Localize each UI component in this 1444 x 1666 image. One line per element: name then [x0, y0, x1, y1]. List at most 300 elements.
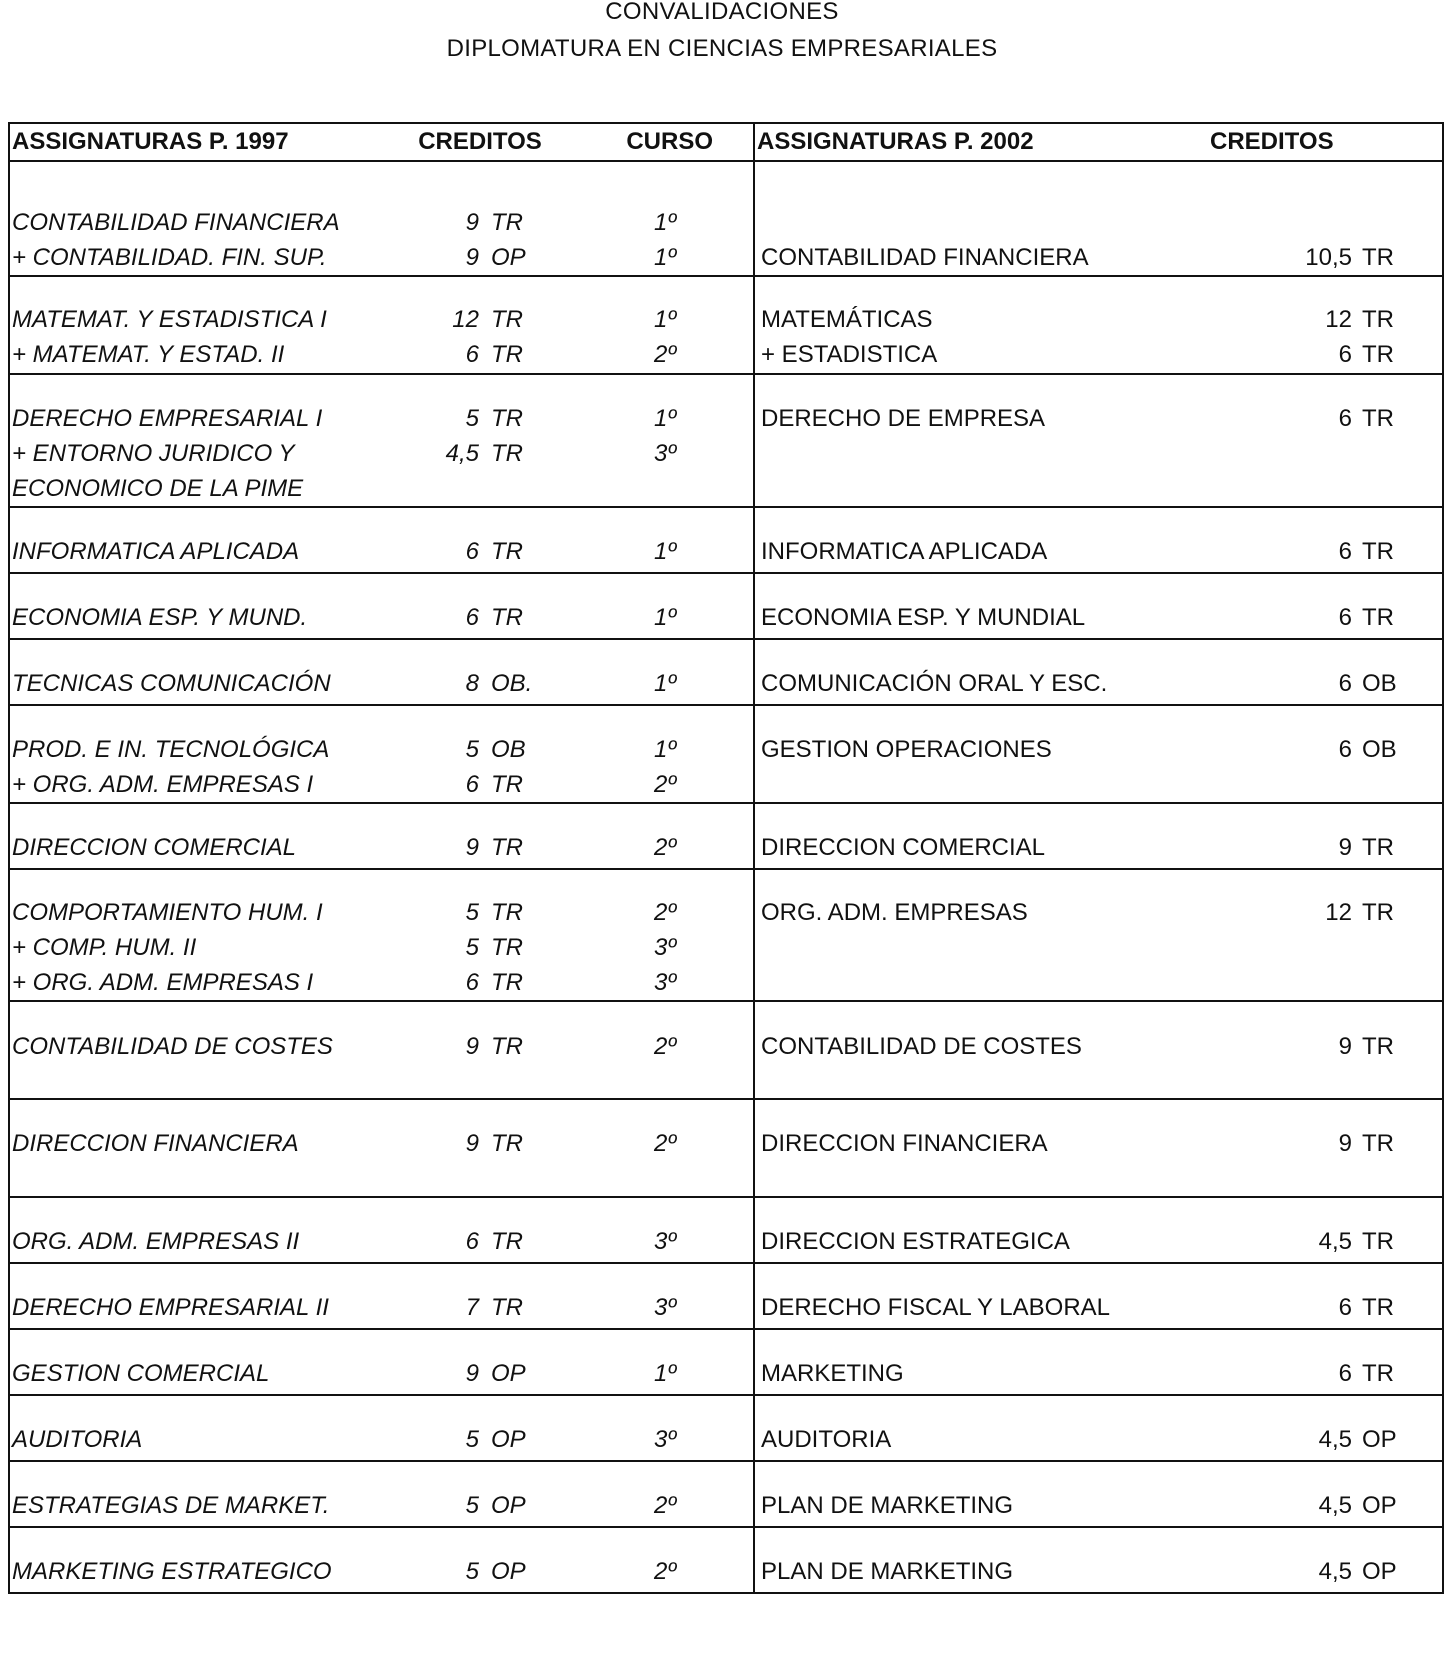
course-list — [554, 895, 753, 1000]
subject-1997-name: CONTABILIDAD DE COSTES — [12, 1033, 333, 1060]
credits-2002 — [1192, 1029, 1442, 1064]
credits-1997-value: 7 — [465, 1294, 479, 1321]
credits-1997 — [404, 666, 554, 701]
credits-2002-value: 4,5 — [1318, 1492, 1352, 1519]
credits-2002-value: 9 — [1338, 834, 1352, 861]
subject-1997-name: + ORG. ADM. EMPRESAS I — [12, 969, 314, 996]
table-row — [9, 1461, 1443, 1527]
credits-2002-value: 6 — [1338, 670, 1352, 697]
course-value: 3º — [654, 934, 677, 961]
subject-2002-cell — [754, 573, 1192, 639]
subject-1997-name: + ORG. ADM. EMPRESAS I — [12, 771, 314, 798]
credits-1997 — [404, 600, 554, 635]
credits-2002 — [1192, 1290, 1442, 1325]
course-value: 1º — [654, 538, 677, 565]
course-list — [554, 830, 753, 865]
credits-1997 — [404, 1029, 554, 1064]
subject-2002-cell — [754, 1527, 1192, 1593]
credits-2002 — [1192, 337, 1442, 372]
table-row — [9, 1527, 1443, 1593]
course-list — [554, 1029, 753, 1064]
subject-2002-cell — [754, 276, 1192, 374]
course-value: 1º — [654, 209, 677, 236]
credits-1997 — [404, 732, 554, 767]
credits-2002-type: TR — [1362, 405, 1394, 432]
credits-1997-type: TR — [491, 834, 523, 861]
subject-2002-cell — [754, 161, 1192, 276]
credits-2002-value: 6 — [1338, 405, 1352, 432]
credits-2002-cell — [1192, 507, 1443, 573]
course-cell — [554, 573, 754, 639]
credits-1997 — [404, 930, 554, 965]
course-value: 3º — [654, 1294, 677, 1321]
convalidation-table — [8, 122, 1444, 1594]
credits-2002 — [1192, 600, 1442, 635]
credits-1997-cell — [404, 374, 554, 507]
credits-1997-type: TR — [491, 934, 523, 961]
credits-1997 — [404, 240, 554, 275]
credits-1997 — [404, 1126, 554, 1161]
course-value: 2º — [654, 341, 677, 368]
credits-1997-value: 6 — [465, 1228, 479, 1255]
credits-2002 — [1192, 1224, 1442, 1259]
subject-2002-name: CONTABILIDAD DE COSTES — [761, 1033, 1082, 1060]
course-value — [654, 471, 753, 506]
credits-2002-cell — [1192, 1197, 1443, 1263]
course-value: 3º — [654, 1426, 677, 1453]
course-value: 1º — [654, 1360, 677, 1387]
credits-2002-value: 4,5 — [1318, 1426, 1352, 1453]
credits-1997-cell — [404, 1197, 554, 1263]
credits-1997-value: 6 — [465, 538, 479, 565]
course-value — [654, 170, 753, 205]
subject-2002-name: ORG. ADM. EMPRESAS — [761, 899, 1028, 926]
course-list — [554, 1290, 753, 1325]
credits-1997-value: 6 — [465, 969, 479, 996]
credits-1997-type: TR — [491, 405, 523, 432]
credits-1997-cell — [404, 161, 554, 276]
subject-1997-name: DERECHO EMPRESARIAL I — [12, 405, 323, 432]
course-cell — [554, 161, 754, 276]
credits-1997-cell — [404, 1263, 554, 1329]
credits-2002-type: TR — [1362, 341, 1394, 368]
credits-1997-type: TR — [491, 1033, 523, 1060]
subject-2002-cell — [754, 1263, 1192, 1329]
credits-1997 — [404, 337, 554, 372]
credits-1997-cell — [404, 1099, 554, 1197]
subject-1997-cell — [9, 1329, 404, 1395]
course-list — [554, 1488, 753, 1523]
credits-1997 — [404, 830, 554, 865]
credits-1997 — [404, 170, 554, 205]
credits-2002-cell — [1192, 161, 1443, 276]
subject-1997-name: DIRECCION FINANCIERA — [12, 1130, 299, 1157]
subject-1997-cell — [9, 1197, 404, 1263]
credits-2002-type: TR — [1362, 306, 1394, 333]
course-value: 1º — [654, 604, 677, 631]
credits-2002-cell — [1192, 573, 1443, 639]
subject-2002-name: AUDITORIA — [761, 1426, 892, 1453]
subject-1997-name: GESTION COMERCIAL — [12, 1360, 270, 1387]
credits-2002-cell — [1192, 803, 1443, 869]
course-cell — [554, 1329, 754, 1395]
credits-1997-cell — [404, 507, 554, 573]
credits-1997 — [404, 1422, 554, 1457]
subject-2002-name: DIRECCION COMERCIAL — [761, 834, 1046, 861]
credits-2002-type: OB — [1362, 736, 1397, 763]
credits-1997-value: 9 — [465, 1033, 479, 1060]
header-course: CURSO — [554, 123, 754, 161]
credits-2002 — [1192, 732, 1442, 767]
course-value: 2º — [654, 1130, 677, 1157]
credits-1997-value: 5 — [465, 1558, 479, 1585]
header-credits-1997: CREDITOS — [404, 123, 554, 161]
table-row — [9, 705, 1443, 803]
credits-2002-value: 4,5 — [1318, 1558, 1352, 1585]
credits-1997-value: 5 — [465, 1426, 479, 1453]
credits-1997-cell — [404, 1527, 554, 1593]
course-value: 2º — [654, 899, 677, 926]
subject-1997-name: ECONOMIA ESP. Y MUND. — [12, 604, 308, 631]
table-row — [9, 639, 1443, 705]
subject-2002-name: ECONOMIA ESP. Y MUNDIAL — [761, 604, 1086, 631]
subject-1997-name: TECNICAS COMUNICACIÓN — [12, 670, 331, 697]
course-list — [554, 600, 753, 635]
credits-2002 — [1192, 170, 1442, 205]
subject-1997-cell — [9, 1527, 404, 1593]
subject-2002-name: CONTABILIDAD FINANCIERA — [761, 244, 1089, 271]
course-list — [554, 732, 753, 802]
credits-2002-type — [1352, 170, 1432, 205]
credits-2002-cell — [1192, 1527, 1443, 1593]
credits-2002-value: 12 — [1325, 899, 1352, 926]
credits-1997-type: OB. — [491, 670, 533, 697]
subject-2002-cell — [754, 1329, 1192, 1395]
subject-1997-name: CONTABILIDAD FINANCIERA — [12, 209, 340, 236]
subject-2002-cell — [754, 1395, 1192, 1461]
credits-1997-value: 9 — [465, 244, 479, 271]
table-row — [9, 1395, 1443, 1461]
credits-2002 — [1192, 302, 1442, 337]
credits-1997 — [404, 534, 554, 569]
subject-1997-cell — [9, 276, 404, 374]
subject-2002-name: INFORMATICA APLICADA — [761, 538, 1048, 565]
subject-1997-name: ECONOMICO DE LA PIME — [12, 475, 304, 502]
credits-1997-type: TR — [491, 1294, 523, 1321]
credits-2002-value: 6 — [1338, 604, 1352, 631]
subject-2002-name: + ESTADISTICA — [761, 341, 938, 368]
credits-2002-value: 6 — [1338, 341, 1352, 368]
credits-1997-value: 4,5 — [445, 440, 479, 467]
credits-1997-value: 5 — [465, 899, 479, 926]
credits-1997-type: OP — [491, 244, 526, 271]
course-cell — [554, 374, 754, 507]
credits-1997-type: TR — [491, 440, 523, 467]
subject-2002-name: MATEMÁTICAS — [761, 306, 933, 333]
subject-1997-cell — [9, 1461, 404, 1527]
course-list — [554, 401, 753, 506]
course-list — [554, 534, 753, 569]
credits-2002-type: TR — [1362, 834, 1394, 861]
subject-2002-name: COMUNICACIÓN ORAL Y ESC. — [761, 670, 1108, 697]
credits-2002-cell — [1192, 374, 1443, 507]
subject-2002-cell — [754, 1461, 1192, 1527]
credits-2002-type: TR — [1362, 604, 1394, 631]
credits-1997-value: 9 — [465, 1360, 479, 1387]
credits-2002 — [1192, 1126, 1442, 1161]
credits-2002 — [1192, 1488, 1442, 1523]
credits-2002-type: TR — [1362, 1360, 1394, 1387]
credits-1997-value — [404, 170, 479, 205]
subject-2002-name: DERECHO DE EMPRESA — [761, 405, 1046, 432]
credits-2002 — [1192, 1422, 1442, 1457]
credits-2002-value — [1192, 170, 1352, 205]
course-cell — [554, 705, 754, 803]
subject-1997-name: + CONTABILIDAD. FIN. SUP. — [12, 244, 327, 271]
course-cell — [554, 1461, 754, 1527]
credits-1997-cell — [404, 803, 554, 869]
subject-1997-name: MARKETING ESTRATEGICO — [12, 1558, 332, 1585]
course-value: 1º — [654, 736, 677, 763]
credits-2002 — [1192, 895, 1442, 930]
subject-2002-name — [755, 170, 1192, 205]
credits-2002 — [1192, 534, 1442, 569]
subject-1997-name: COMPORTAMIENTO HUM. I — [12, 899, 323, 926]
credits-1997-type: TR — [491, 1130, 523, 1157]
subject-1997-cell — [9, 1263, 404, 1329]
header-credits-2002: CREDITOS — [1192, 123, 1443, 161]
credits-1997 — [404, 1554, 554, 1589]
course-list — [554, 302, 753, 372]
credits-1997-cell — [404, 276, 554, 374]
table-row — [9, 276, 1443, 374]
credits-2002-value: 9 — [1338, 1130, 1352, 1157]
credits-2002-type: OP — [1362, 1426, 1397, 1453]
credits-2002-value — [1192, 205, 1352, 240]
credits-1997-value: 5 — [465, 1492, 479, 1519]
credits-2002-type: TR — [1362, 1228, 1394, 1255]
credits-2002-cell — [1192, 639, 1443, 705]
credits-1997 — [404, 1224, 554, 1259]
credits-1997-value: 6 — [465, 341, 479, 368]
credits-1997-value — [404, 471, 479, 506]
course-value: 3º — [654, 969, 677, 996]
course-cell — [554, 1395, 754, 1461]
course-cell — [554, 507, 754, 573]
subject-1997-cell — [9, 507, 404, 573]
subject-1997-name: ESTRATEGIAS DE MARKET. — [12, 1492, 330, 1519]
credits-1997-value: 6 — [465, 604, 479, 631]
credits-2002-cell — [1192, 1329, 1443, 1395]
credits-2002-cell — [1192, 705, 1443, 803]
course-value: 2º — [654, 1033, 677, 1060]
header-subjects-1997: ASSIGNATURAS P. 1997 — [9, 123, 404, 161]
subject-1997-cell — [9, 705, 404, 803]
table-row — [9, 803, 1443, 869]
subject-1997-cell — [9, 639, 404, 705]
course-value: 2º — [654, 834, 677, 861]
table-row — [9, 573, 1443, 639]
credits-1997-value: 9 — [465, 834, 479, 861]
credits-1997-value: 8 — [465, 670, 479, 697]
subject-1997-name: MATEMAT. Y ESTADISTICA I — [12, 306, 327, 333]
credits-2002-type: TR — [1362, 1294, 1394, 1321]
credits-2002-value: 9 — [1338, 1033, 1352, 1060]
subject-2002-cell — [754, 1001, 1192, 1099]
subject-1997-name: INFORMATICA APLICADA — [12, 538, 300, 565]
course-cell — [554, 869, 754, 1001]
credits-2002-cell — [1192, 276, 1443, 374]
credits-2002-value: 6 — [1338, 538, 1352, 565]
course-cell — [554, 1263, 754, 1329]
credits-2002-type — [1352, 205, 1432, 240]
credits-1997-type — [479, 170, 551, 205]
subject-1997-cell — [9, 374, 404, 507]
course-cell — [554, 1197, 754, 1263]
credits-1997 — [404, 1356, 554, 1391]
credits-1997-value: 12 — [452, 306, 479, 333]
subject-1997-name: + ENTORNO JURIDICO Y — [12, 440, 295, 467]
subject-1997-name: PROD. E IN. TECNOLÓGICA — [12, 736, 330, 763]
document-title: CONVALIDACIONES — [605, 0, 839, 25]
course-list — [554, 1422, 753, 1457]
course-cell — [554, 1001, 754, 1099]
credits-1997 — [404, 436, 554, 471]
credits-2002-type: OP — [1362, 1558, 1397, 1585]
subject-2002-name: DIRECCION ESTRATEGICA — [761, 1228, 1070, 1255]
credits-1997-value: 5 — [465, 736, 479, 763]
header-subjects-2002: ASSIGNATURAS P. 2002 — [754, 123, 1192, 161]
subject-2002-name: DIRECCION FINANCIERA — [761, 1130, 1048, 1157]
credits-2002-cell — [1192, 1395, 1443, 1461]
credits-1997-type: TR — [491, 899, 523, 926]
subject-2002-name: GESTION OPERACIONES — [761, 736, 1052, 763]
credits-2002-type: TR — [1362, 1033, 1394, 1060]
credits-1997-value: 9 — [465, 1130, 479, 1157]
subject-2002-cell — [754, 1197, 1192, 1263]
subject-1997-name: DIRECCION COMERCIAL — [12, 834, 297, 861]
credits-1997 — [404, 767, 554, 802]
course-value: 1º — [654, 306, 677, 333]
credits-1997-cell — [404, 705, 554, 803]
credits-1997-type: OB — [491, 736, 526, 763]
credits-1997-type — [479, 471, 551, 506]
credits-1997 — [404, 895, 554, 930]
subject-2002-cell — [754, 639, 1192, 705]
credits-1997-type: TR — [491, 209, 523, 236]
credits-2002-value: 6 — [1338, 1294, 1352, 1321]
table-row — [9, 374, 1443, 507]
credits-2002-type: TR — [1362, 899, 1394, 926]
credits-1997 — [404, 1488, 554, 1523]
credits-1997-type: OP — [491, 1426, 526, 1453]
course-list — [554, 666, 753, 701]
subject-2002-name: PLAN DE MARKETING — [761, 1492, 1014, 1519]
subject-1997-cell — [9, 1099, 404, 1197]
credits-2002-type: TR — [1362, 244, 1394, 271]
subject-2002-cell — [754, 507, 1192, 573]
course-value: 1º — [654, 670, 677, 697]
course-cell — [554, 1527, 754, 1593]
table-row — [9, 869, 1443, 1001]
subject-1997-cell — [9, 573, 404, 639]
credits-2002-cell — [1192, 1001, 1443, 1099]
credits-1997-cell — [404, 1329, 554, 1395]
table-row — [9, 1263, 1443, 1329]
subject-1997-name: ORG. ADM. EMPRESAS II — [12, 1228, 300, 1255]
course-cell — [554, 1099, 754, 1197]
credits-1997 — [404, 965, 554, 1000]
credits-1997-type: TR — [491, 341, 523, 368]
table-header-row — [9, 123, 1443, 161]
credits-1997 — [404, 401, 554, 436]
subject-1997-name: AUDITORIA — [12, 1426, 143, 1453]
credits-1997-value: 5 — [465, 934, 479, 961]
credits-2002-type: TR — [1362, 538, 1394, 565]
subject-2002-cell — [754, 1099, 1192, 1197]
credits-2002-cell — [1192, 869, 1443, 1001]
subject-1997-name: + COMP. HUM. II — [12, 934, 197, 961]
subject-2002-name — [755, 205, 1192, 240]
credits-1997 — [404, 471, 554, 506]
credits-1997-cell — [404, 573, 554, 639]
course-list — [554, 1356, 753, 1391]
subject-1997-cell — [9, 1395, 404, 1461]
credits-1997-type: OP — [491, 1492, 526, 1519]
credits-1997 — [404, 205, 554, 240]
subject-2002-cell — [754, 705, 1192, 803]
course-list — [554, 1126, 753, 1161]
credits-1997-cell — [404, 1461, 554, 1527]
credits-1997-type: OP — [491, 1360, 526, 1387]
subject-1997-cell — [9, 161, 404, 276]
subject-2002-cell — [754, 374, 1192, 507]
table-row — [9, 1001, 1443, 1099]
credits-1997-type: TR — [491, 604, 523, 631]
subject-2002-name: DERECHO FISCAL Y LABORAL — [761, 1294, 1111, 1321]
credits-2002-value: 12 — [1325, 306, 1352, 333]
credits-1997-cell — [404, 1395, 554, 1461]
subject-1997-cell — [9, 803, 404, 869]
subject-1997-name: DERECHO EMPRESARIAL II — [12, 1294, 329, 1321]
credits-1997-type: TR — [491, 1228, 523, 1255]
table-row — [9, 161, 1443, 276]
table-row — [9, 507, 1443, 573]
course-cell — [554, 639, 754, 705]
course-value: 3º — [654, 440, 677, 467]
credits-2002 — [1192, 830, 1442, 865]
credits-2002 — [1192, 401, 1442, 436]
credits-1997-type: TR — [491, 969, 523, 996]
subject-2002-name: PLAN DE MARKETING — [761, 1558, 1014, 1585]
credits-1997-cell — [404, 639, 554, 705]
credits-1997-type: TR — [491, 538, 523, 565]
credits-2002 — [1192, 1356, 1442, 1391]
credits-2002-cell — [1192, 1461, 1443, 1527]
credits-2002-value: 4,5 — [1318, 1228, 1352, 1255]
credits-2002 — [1192, 205, 1442, 240]
course-value: 3º — [654, 1228, 677, 1255]
course-cell — [554, 803, 754, 869]
subject-2002-cell — [754, 803, 1192, 869]
document-subtitle: DIPLOMATURA EN CIENCIAS EMPRESARIALES — [446, 35, 998, 62]
credits-1997 — [404, 1290, 554, 1325]
credits-1997-type: OP — [491, 1558, 526, 1585]
credits-2002-type: OP — [1362, 1492, 1397, 1519]
subject-2002-name: MARKETING — [761, 1360, 904, 1387]
subject-1997-cell — [9, 869, 404, 1001]
credits-2002 — [1192, 1554, 1442, 1589]
